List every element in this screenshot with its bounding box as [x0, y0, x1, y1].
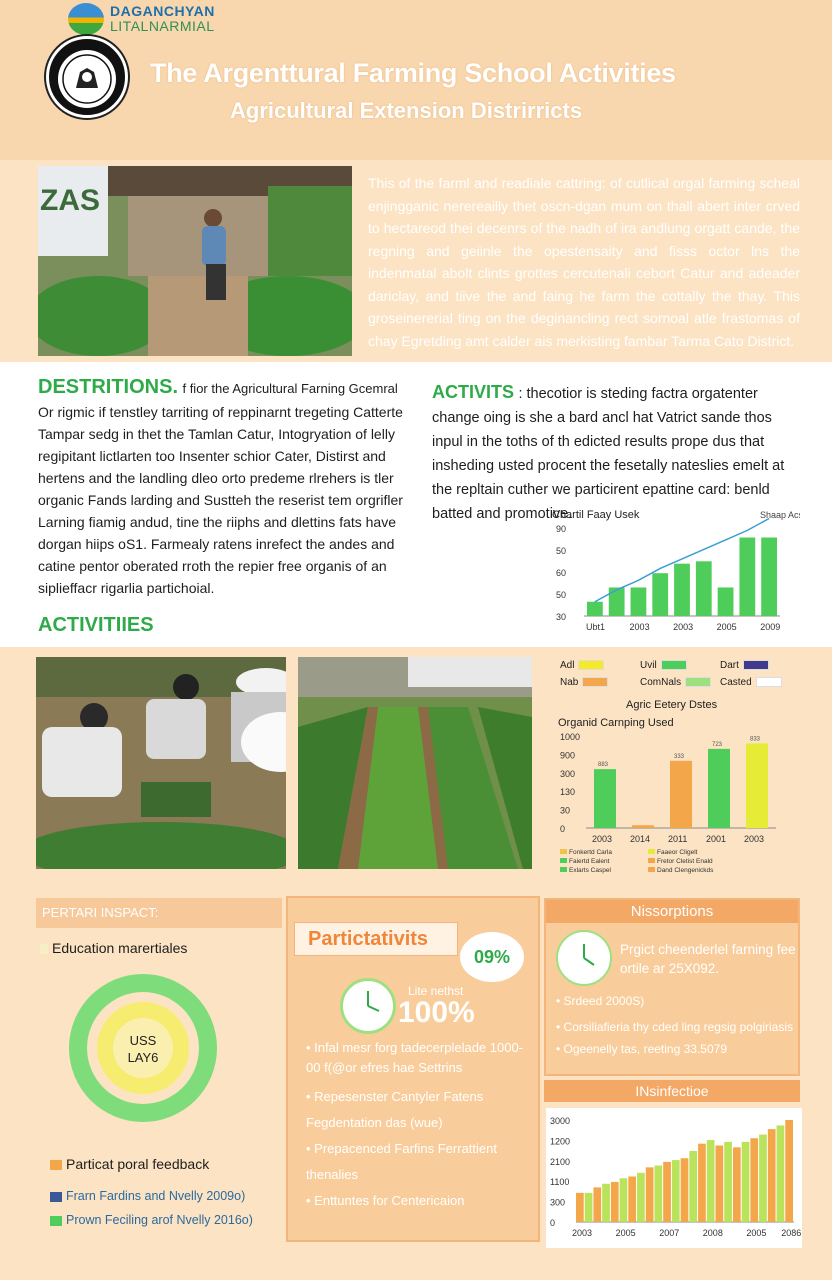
bar	[609, 587, 625, 616]
x-tick-label: 2005	[716, 622, 737, 632]
logo-line-1: DAGANCHYAN	[110, 3, 215, 19]
bar	[628, 1176, 636, 1222]
legend-swatch	[756, 677, 782, 687]
bar	[742, 1142, 750, 1222]
garden-photo	[38, 166, 352, 356]
bullet-item: • Prepacenced Farfins Ferrattient thenalies	[306, 1141, 497, 1182]
clock-icon	[556, 930, 612, 986]
organization-logo	[68, 0, 248, 38]
y-tick-label: 1200	[550, 1136, 571, 1147]
chart-subtitle: Organid Carnping Used	[558, 717, 674, 729]
legend-swatch	[560, 858, 567, 863]
bullet-item: • Ogeenelly tas, reeting 33.5079	[556, 1042, 727, 1056]
logo-icon	[68, 3, 104, 35]
legend-label: Uvil	[640, 660, 657, 671]
bullet-item: • Enttuntes for Centericaion	[306, 1193, 465, 1208]
data-label: 883	[598, 762, 609, 769]
nissorptions-lead: Prgict cheenderlel farning fee ortile ar 25X092.	[620, 942, 796, 976]
nissorptions-bullets	[556, 992, 796, 1058]
donut-center-label	[118, 1032, 168, 1066]
bar	[724, 1142, 732, 1222]
destritions-text: Or rigmic if tenstley tarriting of reppinarnt tregeting Catterte Tampar sedg in thet the Tamlan Catur, Intogryation of lelly regipitant lictlarten too Insenter schior Cater, Distirst and hertens and the landling dleo orto predeme rlrehers is tler organic Fands larding and Sustteh the reserist tem orgrifler Larning fiamig andud, tine the riiphs and dlettins fats have dorgan hiips oS1. Farmealy ratens inrefect the andes and catine pentor oberated rroth the repier free organis of an siplieffacr rigarlia partichoial.	[38, 404, 403, 596]
bullet-text: Srdeed 2000S)	[563, 994, 645, 1008]
bar	[672, 1160, 680, 1222]
x-tick-label: 2003	[572, 1228, 593, 1238]
y-tick-label: 0	[560, 824, 566, 834]
y-tick-label: 50	[556, 590, 567, 600]
education-label-text: Education marertiales	[52, 940, 188, 956]
stat-label: Lite nethst	[408, 984, 464, 998]
activits-text: : thecotior is steding factra orgatenter change oing is she a bard ancl hat Vatrict sande thos inpul in the toths of th edicted results prope dus that insheding usted procent the fesetally nateslies emelt at the repltain cuther we particirent epattine card: benld batted and promotive.	[432, 386, 785, 522]
bullet-item: • Infal mesr forg tadecerplelade 1000-00 f(@or efres hae Settrins	[306, 1040, 524, 1075]
legend-swatch	[743, 660, 769, 670]
bullet-text: Infal mesr forg tadecerplelade 1000-00 f(@or efres hae Settrins	[306, 1040, 524, 1075]
bar	[707, 1140, 715, 1222]
y-tick-label: 2100	[550, 1156, 571, 1167]
bullet-text: Prepacenced Farfins Ferrattient thenalies	[306, 1141, 497, 1182]
bar	[681, 1158, 689, 1222]
legend-swatch	[661, 660, 687, 670]
legend-item	[560, 660, 640, 671]
bar	[620, 1178, 628, 1222]
bullet-text: Repesenster Cantyler Fatens Fegdentation das (wue)	[306, 1089, 484, 1130]
x-tick-label: 2086	[781, 1228, 802, 1238]
nissorptions-heading: Nissorptions	[546, 900, 798, 923]
legend-swatch	[582, 677, 608, 687]
bar	[689, 1151, 697, 1222]
bar	[708, 749, 730, 828]
participation-bullets	[306, 1038, 528, 1214]
bar	[750, 1138, 758, 1222]
activities-heading: ACTIVITIIES	[38, 614, 154, 636]
clock-icon	[340, 978, 396, 1034]
bar	[716, 1146, 724, 1223]
legend-label: ComNals	[640, 677, 682, 688]
bar	[637, 1173, 645, 1222]
bar	[587, 602, 603, 616]
legend-label: Exlarts Caspel	[569, 867, 611, 874]
feedback-label	[50, 1156, 209, 1172]
y-tick-label: 30	[560, 805, 571, 816]
legend-label: Dand Clengenickds	[657, 867, 714, 874]
x-tick-label: 2005	[746, 1228, 767, 1238]
bullet-item: • Repesenster Cantyler Fatens Fegdentation das (wue)	[306, 1089, 484, 1130]
x-tick-label: 2003	[629, 622, 650, 632]
education-label	[40, 940, 187, 956]
legend-item	[560, 677, 640, 688]
legend-label: Dart	[720, 660, 739, 671]
stat-value: 100%	[398, 996, 475, 1029]
bar	[739, 538, 755, 616]
y-tick-label: 50	[556, 546, 567, 556]
destritions-heading: DESTRITIONS.	[38, 376, 179, 398]
logo-line-2: LITALNARMIAL	[110, 18, 215, 34]
donut-line-2: LAY6	[127, 1050, 159, 1065]
bar	[585, 1193, 593, 1222]
legend-swatch	[648, 858, 655, 863]
bullet-item: • Srdeed 2000S)	[556, 994, 645, 1008]
data-label: 833	[750, 736, 761, 743]
legend-item	[640, 660, 720, 671]
x-tick-label: 2011	[668, 834, 688, 844]
y-tick-label: 3000	[550, 1116, 571, 1126]
chart-legend-label: Shaap Acs	[760, 510, 800, 520]
data-label: 723	[712, 741, 723, 748]
legend-block	[560, 660, 800, 688]
y-tick-label: 90	[556, 524, 567, 534]
y-tick-label: 60	[556, 568, 567, 578]
bar	[602, 1184, 610, 1222]
impact-heading: PERTARI INSPACT:	[42, 905, 159, 920]
feedback-item	[50, 1208, 253, 1232]
students-planting-photo	[36, 657, 286, 869]
chart-usage	[540, 506, 800, 636]
bullet-text: Corsiliafieria thy cded ling regsig polgiriasis	[563, 1020, 793, 1034]
chart-title: Agric Eetery Dstes	[626, 699, 718, 711]
feedback-label-text: Particat poral feedback	[66, 1156, 210, 1172]
activits-section	[432, 382, 802, 526]
x-tick-label: 2008	[702, 1228, 723, 1238]
crop-rows-photo	[298, 657, 532, 869]
percentage-badge: 09%	[460, 932, 524, 982]
legend-label: Fonkertd Carla	[569, 849, 612, 856]
bar	[785, 1120, 793, 1222]
bar	[654, 1166, 662, 1222]
chart-title: Chartil Faay Usek	[552, 509, 640, 521]
seal-emblem-icon	[58, 50, 116, 108]
bullet-item: • Corsiliafieria thy cded ling regsig polgiriasis	[556, 1020, 793, 1034]
participation-heading: Partictativits	[308, 928, 429, 950]
x-tick-label: 2005	[615, 1228, 636, 1238]
legend-label: Fretor Cletist Enald	[657, 858, 713, 865]
x-tick-label: 2014	[630, 834, 651, 844]
bar	[663, 1162, 671, 1222]
feedback-item	[50, 1184, 253, 1208]
bar	[632, 825, 654, 828]
page-title: The Argenttural Farming School Activities	[150, 58, 676, 88]
legend-item	[720, 677, 800, 688]
bar	[674, 564, 690, 616]
impact-header	[36, 898, 282, 928]
bar	[593, 1187, 601, 1222]
y-tick-label: 300	[560, 768, 576, 779]
bar	[746, 743, 768, 828]
bullet-text: Enttuntes for Centericaion	[314, 1193, 465, 1208]
x-tick-label: 2007	[659, 1228, 680, 1238]
intro-paragraph: This of the farml and readiale cattring: of cutlical orgal farming scheal enjingganic nerereailly thet oscn-dgan mum on thall abert inter crved to hectareod thei decenrs of the nadh of ira andlung orgatt cande, the regning and geiinle the opestensaity and fisss octor lns the indenmatal abolt clints grottes cercutenali cebort Catur and adeader dariclay, and tiive the and faing he farm the cottally the thay. This groseinererial ting on the deginancling rect sornoal atle frastomas of chay Egretding amt calder ais merkisting fambar Tarma Cato District.	[368, 175, 800, 349]
participation-panel	[286, 896, 540, 1242]
destritions-lead: f fior the Agricultural Farning Gcemral	[182, 381, 398, 396]
bar	[594, 769, 616, 828]
y-tick-label: 300	[550, 1197, 566, 1208]
legend-label: Casted	[720, 677, 752, 688]
y-tick-label: 1100	[550, 1177, 570, 1188]
y-tick-label: 130	[560, 787, 576, 798]
x-tick-label: 2009	[760, 622, 781, 632]
x-tick-label: 2001	[706, 834, 727, 844]
legend-label: Adl	[560, 660, 575, 671]
legend-label: Faaeor Cligelt	[657, 849, 698, 856]
nissorptions-panel	[544, 898, 800, 1076]
legend-swatch	[560, 849, 567, 854]
bar	[761, 538, 777, 616]
data-label: 333	[674, 753, 685, 760]
bar	[718, 587, 734, 616]
feedback-item-text: Prown Feciling arof Nvelly 2016o)	[66, 1213, 253, 1227]
bar	[768, 1129, 776, 1222]
feedback-list	[50, 1184, 253, 1232]
feedback-swatch	[50, 1160, 62, 1170]
education-swatch	[40, 944, 48, 954]
square-icon	[50, 1216, 62, 1226]
legend-label: Nab	[560, 677, 579, 688]
destritions-section	[38, 376, 410, 599]
donut-line-1: USS	[129, 1033, 157, 1048]
x-tick-label: Ubt1	[586, 622, 606, 632]
x-tick-label: 2003	[592, 834, 613, 844]
legend-item	[720, 660, 800, 671]
bar	[576, 1193, 584, 1222]
y-tick-label: 0	[550, 1218, 556, 1228]
svg-text:ZAS: ZAS	[40, 184, 100, 217]
bar	[611, 1182, 619, 1222]
chart-organic-camping	[556, 696, 806, 886]
facebook-icon	[50, 1192, 62, 1202]
legend-swatch	[648, 849, 655, 854]
chart-insinfection	[546, 1108, 802, 1248]
bullet-text: Ogeenelly tas, reeting 33.5079	[563, 1042, 727, 1056]
x-tick-label: 2003	[673, 622, 694, 632]
bar	[670, 761, 692, 828]
insinfection-heading: INsinfectioe	[544, 1080, 800, 1102]
x-tick-label: 2003	[744, 834, 765, 844]
activits-heading: ACTIVITS	[432, 382, 515, 402]
legend-item	[640, 677, 720, 688]
page-subtitle: Agricultural Extension Distrirricts	[230, 98, 583, 123]
bar	[631, 587, 647, 616]
bar	[652, 573, 668, 616]
bar	[698, 1144, 706, 1222]
legend-label: Faiertd Ealent	[569, 858, 610, 865]
bar	[646, 1167, 654, 1222]
bar	[733, 1147, 741, 1222]
legend-swatch	[560, 867, 567, 872]
bar	[759, 1135, 767, 1222]
legend-swatch	[648, 867, 655, 872]
y-tick-label: 1000	[560, 732, 581, 742]
bar	[777, 1125, 785, 1222]
legend-swatch	[685, 677, 711, 687]
bar	[696, 561, 712, 616]
legend-swatch	[578, 660, 604, 670]
feedback-item-text: Frarn Fardins and Nvelly 2009o)	[66, 1189, 246, 1203]
y-tick-label: 900	[560, 750, 576, 761]
y-tick-label: 30	[556, 612, 567, 622]
